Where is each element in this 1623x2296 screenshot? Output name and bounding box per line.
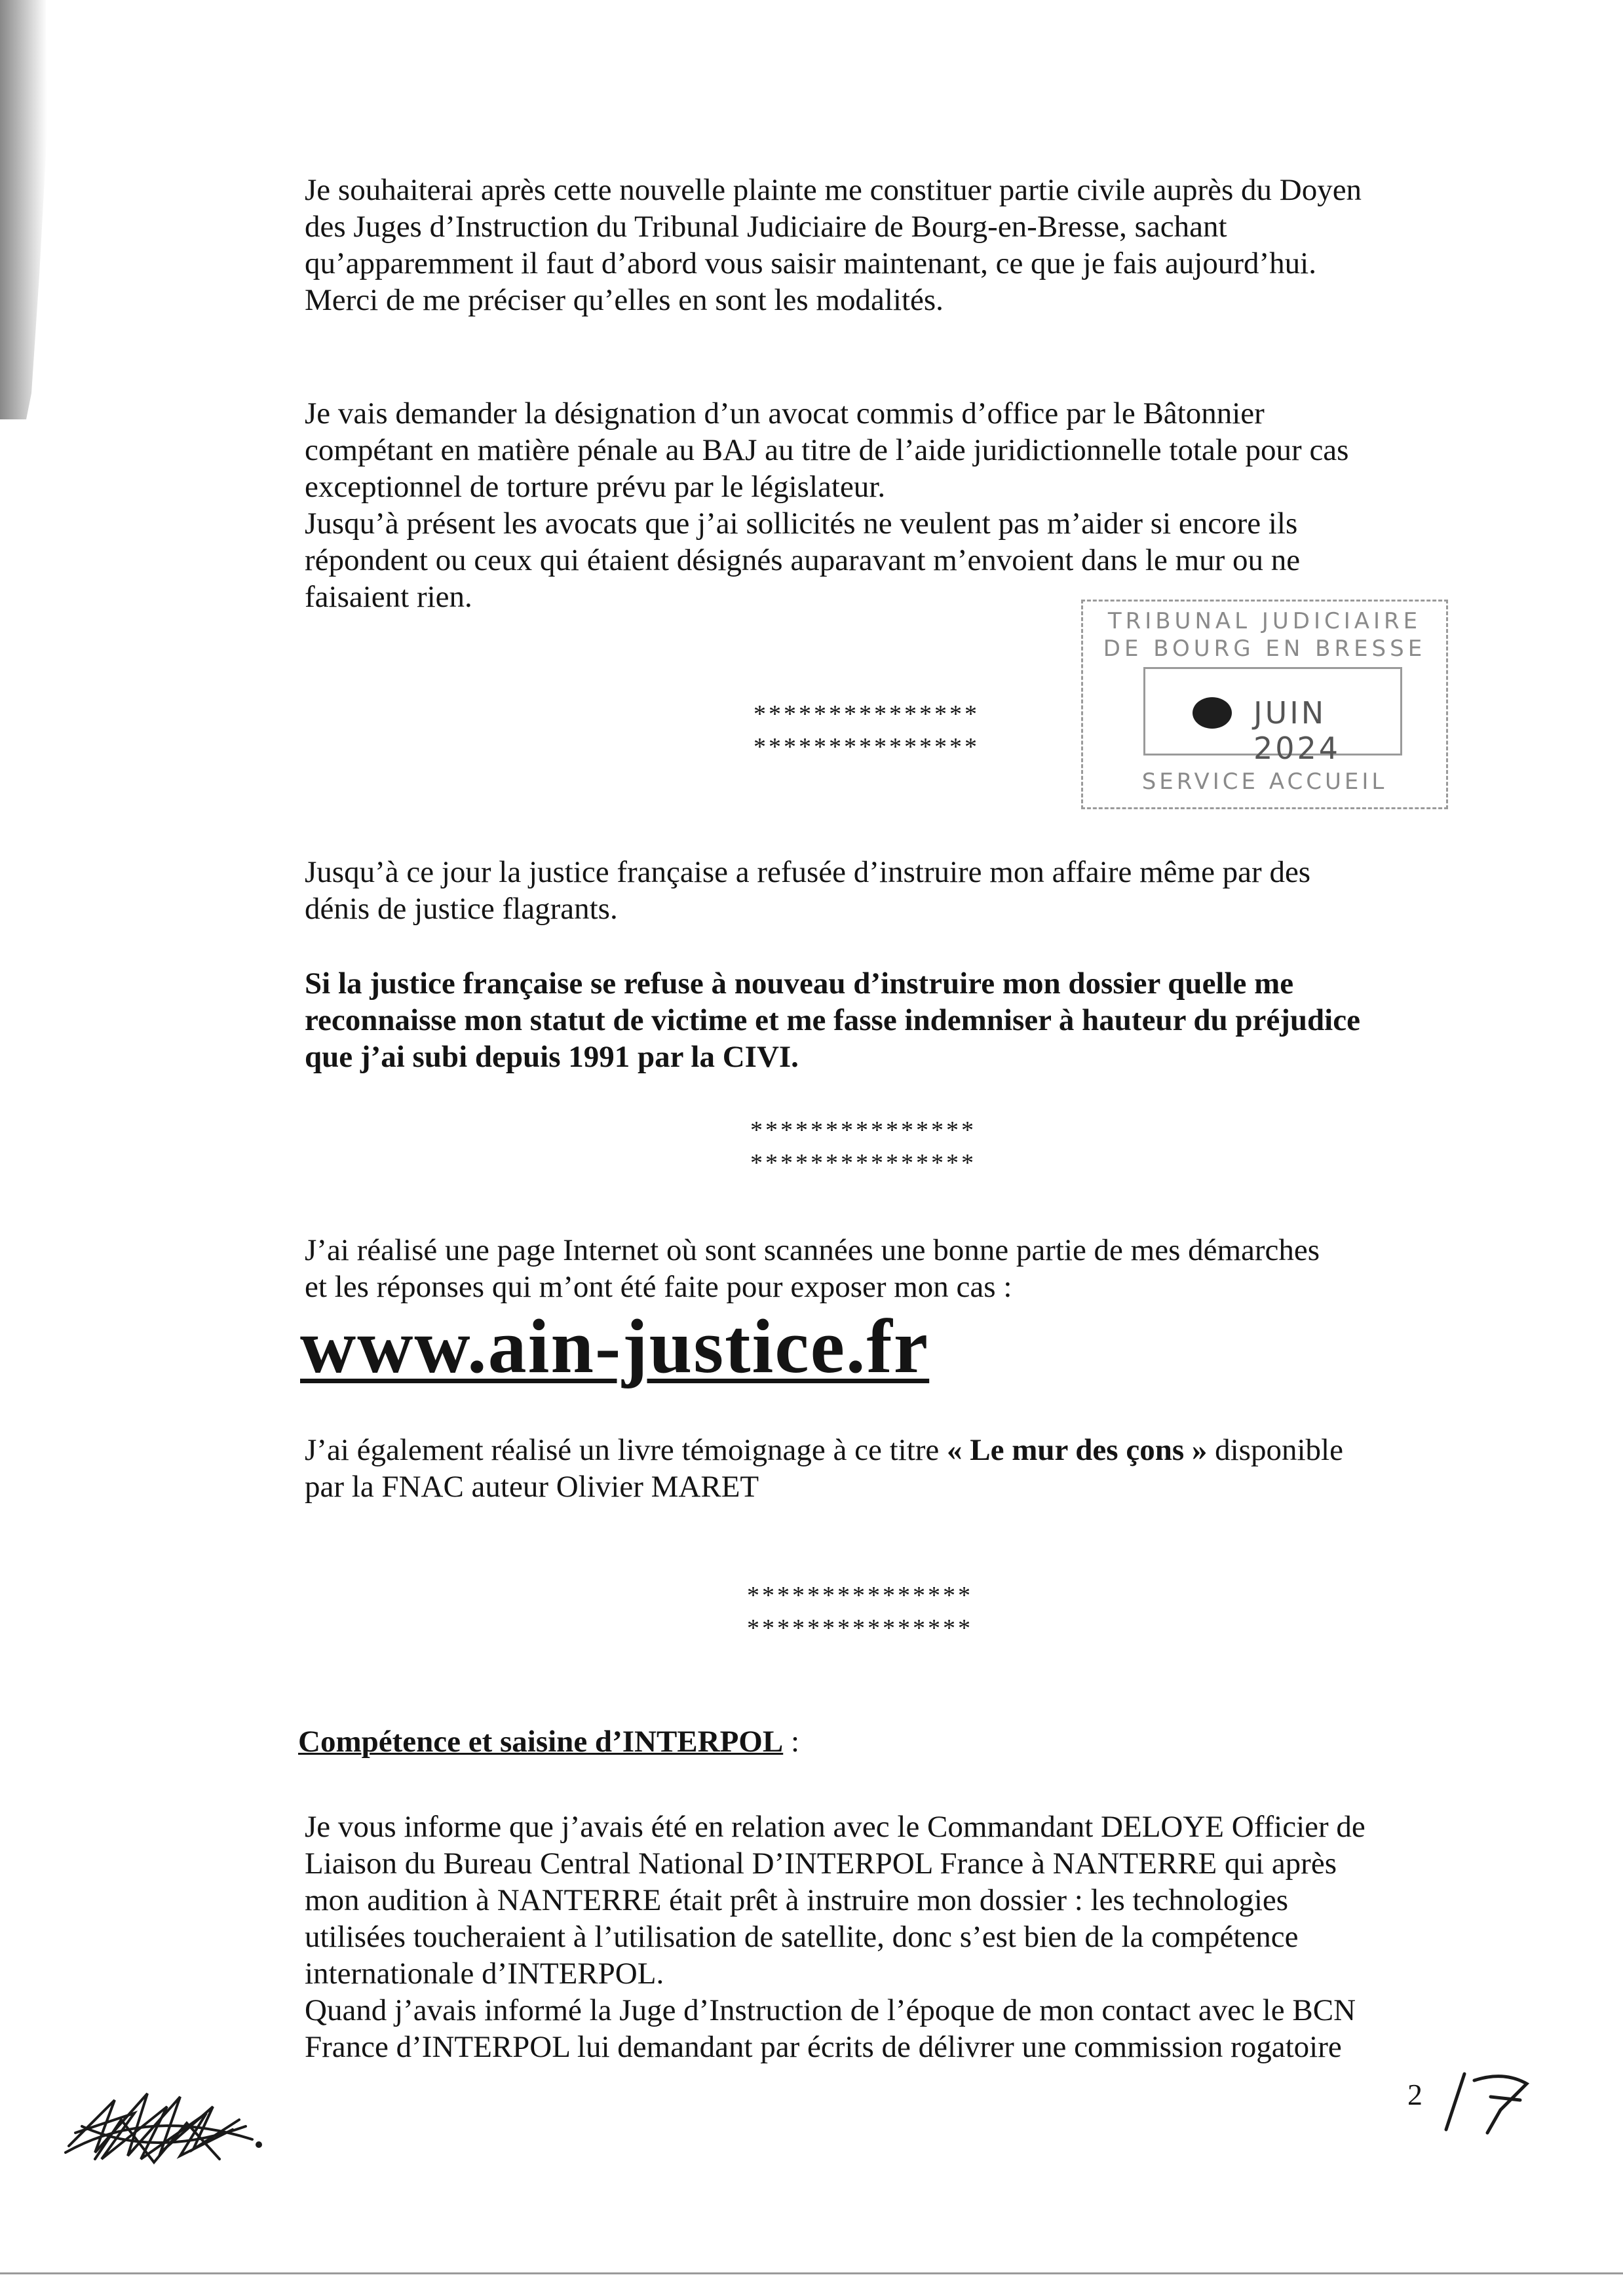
section-heading-interpol (298, 1723, 799, 1760)
separator-stars (754, 698, 980, 763)
text-line: que j’ai subi depuis 1991 par la CIVI. (305, 1040, 799, 1074)
stamp-service: SERVICE ACCUEIL (1141, 769, 1388, 795)
stars-line: *************** (750, 1117, 976, 1144)
text-fragment: J’ai également réalisé un livre témoignage à ce titre (305, 1433, 940, 1467)
scan-edge-shadow (0, 0, 59, 419)
text-line: des Juges d’Instruction du Tribunal Judiciaire de Bourg-en-Bresse, sachant (305, 210, 1227, 244)
text-line: mon audition à NANTERRE était prêt à instruire mon dossier : les technologies (305, 1883, 1289, 1917)
text-line: reconnaisse mon statut de victime et me fasse indemniser à hauteur du préjudice (305, 1003, 1360, 1037)
stars-line: *************** (754, 700, 980, 728)
text-line: Je vous informe que j’avais été en relation avec le Commandant DELOYE Officier de (305, 1810, 1365, 1844)
text-line: France d’INTERPOL lui demandant par écrits de délivrer une commission rogatoire (305, 2030, 1342, 2064)
page-number: 2 (1407, 2078, 1423, 2111)
text-line: Jusqu’à présent les avocats que j’ai sollicités ne veulent pas m’aider si encore ils (305, 507, 1298, 541)
heading-colon: : (783, 1725, 800, 1759)
stamp-day-blot (1193, 697, 1232, 729)
paragraph-livre (305, 1432, 1451, 1505)
text-line: internationale d’INTERPOL. (305, 1957, 664, 1991)
text-line: Si la justice française se refuse à nouveau d’instruire mon dossier quelle me (305, 966, 1294, 1001)
separator-stars (750, 1114, 976, 1179)
text-line: J’ai réalisé une page Internet où sont scannées une bonne partie de mes démarches (305, 1233, 1320, 1267)
text-line: Je souhaiterai après cette nouvelle plainte me constituer partie civile auprès du Doyen (305, 173, 1362, 207)
paragraph-page-internet (305, 1232, 1451, 1305)
paragraph-interpol (305, 1808, 1451, 2065)
paragraph-demande-civi (305, 965, 1451, 1075)
text-line: utilisées toucheraient à l’utilisation de satellite, donc s’est bien de la compétence (305, 1920, 1299, 1954)
text-line: Quand j’avais informé la Juge d’Instruction de l’époque de mon contact avec le BCN (305, 1993, 1356, 2027)
tribunal-reception-stamp (1081, 600, 1448, 809)
text-line: compétant en matière pénale au BAJ au titre de l’aide juridictionnelle totale pour cas (305, 433, 1349, 467)
handwritten-page-count (1438, 2064, 1537, 2136)
heading-text: Compétence et saisine d’INTERPOL (298, 1725, 784, 1759)
separator-stars (747, 1579, 973, 1645)
stars-line: *************** (747, 1582, 973, 1609)
text-line: et les réponses qui m’ont été faite pour exposer mon cas : (305, 1270, 1012, 1304)
stamp-date: JUIN 2024 (1253, 695, 1341, 766)
signature-scribble (56, 2067, 278, 2172)
text-line: Merci de me préciser qu’elles en sont les modalités. (305, 283, 944, 317)
website-link[interactable]: www.ain-justice.fr (300, 1303, 930, 1389)
text-line: faisaient rien. (305, 580, 472, 614)
paragraph-avocat (305, 395, 1451, 615)
stamp-line-tribunal: TRIBUNAL JUDICIAIRE (1107, 608, 1422, 634)
text-line: par la FNAC auteur Olivier MARET (305, 1470, 759, 1504)
text-fragment: disponible (1215, 1433, 1343, 1467)
stars-line: *************** (750, 1149, 976, 1177)
text-line: Liaison du Bureau Central National D’INTERPOL France à NANTERRE qui après (305, 1846, 1337, 1881)
book-title: « Le mur des çons » (947, 1433, 1208, 1467)
stamp-date-box (1143, 667, 1402, 766)
stamp-line-city: DE BOURG EN BRESSE (1103, 636, 1426, 662)
text-line: exceptionnel de torture prévu par le législateur. (305, 470, 886, 504)
scan-bottom-edge (0, 2272, 1623, 2274)
paragraph-partie-civile (305, 172, 1451, 318)
text-line (305, 1432, 1451, 1468)
stars-line: *************** (754, 733, 980, 761)
text-line: Jusqu’à ce jour la justice française a refusée d’instruire mon affaire même par des (305, 855, 1311, 889)
paragraph-refus-justice (305, 854, 1451, 927)
text-line: répondent ou ceux qui étaient désignés auparavant m’envoient dans le mur ou ne (305, 543, 1301, 577)
stars-line: *************** (747, 1615, 973, 1642)
text-line: Je vais demander la désignation d’un avocat commis d’office par le Bâtonnier (305, 396, 1265, 430)
text-line: qu’apparemment il faut d’abord vous saisir maintenant, ce que je fais aujourd’hui. (305, 246, 1316, 280)
text-line: dénis de justice flagrants. (305, 892, 618, 926)
